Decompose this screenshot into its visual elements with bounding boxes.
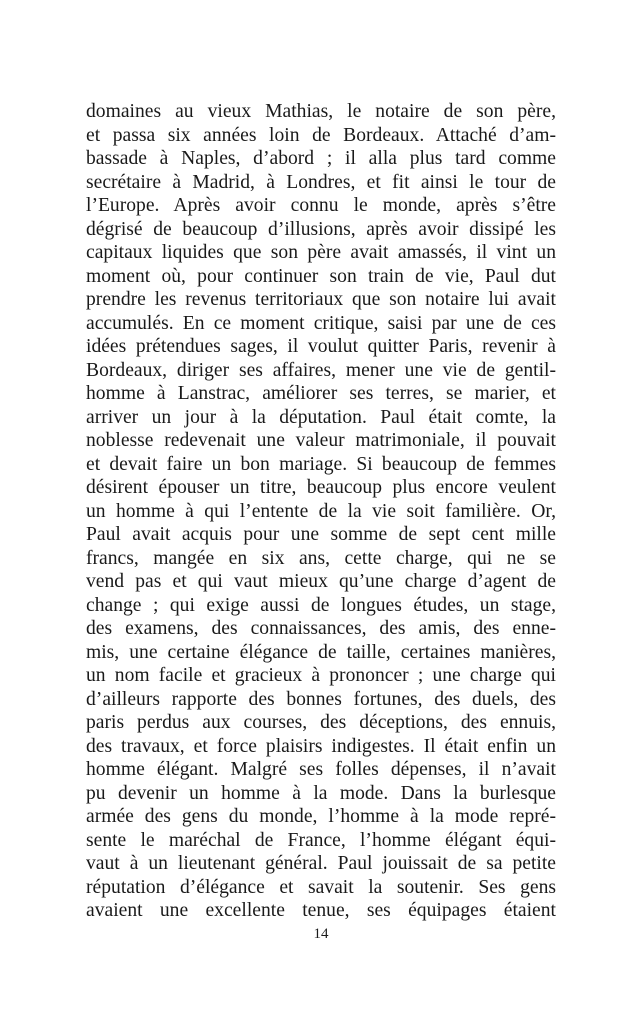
text-line: paris perdus aux courses, des déceptions, des ennuis, [86, 712, 556, 733]
text-line: et devait faire un bon mariage. Si beaucoup de femmes [86, 453, 556, 475]
text-line: moment où, pour continuer son train de vie, Paul dut [86, 265, 556, 287]
text-line: vaut à un lieutenant général. Paul jouissait de sa petite [86, 853, 556, 874]
text-line: sente le maréchal de France, l’homme élégant équi- [86, 829, 556, 851]
text-line: arriver un jour à la députation. Paul était comte, la [86, 406, 556, 428]
text-line: capitaux liquides que son père avait amassés, il vint un [86, 242, 556, 263]
text-line: un homme à qui l’entente de la vie soit familière. Or, [86, 500, 556, 522]
text-line: désirent épouser un titre, beaucoup plus encore veulent [86, 477, 556, 498]
text-line: réputation d’élégance et savait la soutenir. Ses gens [86, 876, 556, 898]
text-line: des examens, des connaissances, des amis, des enne- [86, 618, 556, 639]
text-line: secrétaire à Madrid, à Londres, et fit ainsi le tour de [86, 171, 556, 193]
text-line: pu devenir un homme à la mode. Dans la burlesque [86, 782, 556, 804]
page-number: 14 [313, 926, 329, 942]
text-line: Bordeaux, diriger ses affaires, mener une vie de gentil- [86, 359, 556, 381]
text-line: idées prétendues sages, il voulut quitter Paris, revenir à [86, 336, 556, 357]
text-line: domaines au vieux Mathias, le notaire de son père, [86, 101, 556, 122]
text-line: prendre les revenus territoriaux que son notaire lui avait [86, 289, 556, 310]
text-line: Paul avait acquis pour une somme de sept cent mille [86, 524, 556, 545]
text-line: un nom facile et gracieux à prononcer ; une charge qui [86, 665, 556, 686]
text-line: dégrisé de beaucoup d’illusions, après avoir dissipé les [86, 218, 556, 240]
text-line: avaient une excellente tenue, ses équipages étaient [86, 900, 556, 921]
text-line: des travaux, et force plaisirs indigestes. Il était enfin un [86, 735, 556, 757]
text-line: bassade à Naples, d’abord ; il alla plus tard comme [86, 148, 556, 169]
text-line: l’Europe. Après avoir connu le monde, après s’être [86, 195, 556, 216]
body-text [86, 100, 556, 923]
text-line: armée des gens du monde, l’homme à la mode repré- [86, 806, 556, 827]
text-line: homme à Lanstrac, améliorer ses terres, se marier, et [86, 383, 556, 404]
text-line: d’ailleurs rapporte des bonnes fortunes, des duels, des [86, 688, 556, 710]
text-line: et passa six années loin de Bordeaux. Attaché d’am- [86, 124, 556, 146]
text-line: homme élégant. Malgré ses folles dépenses, il n’avait [86, 759, 556, 780]
text-line: noblesse redevenait une valeur matrimoniale, il pouvait [86, 430, 556, 451]
text-line: francs, mangée en six ans, cette charge, qui ne se [86, 547, 556, 569]
text-line: accumulés. En ce moment critique, saisi par une de ces [86, 312, 556, 334]
text-line: change ; qui exige aussi de longues études, un stage, [86, 594, 556, 616]
text-line: mis, une certaine élégance de taille, certaines manières, [86, 641, 556, 663]
text-line: vend pas et qui vaut mieux qu’une charge d’agent de [86, 571, 556, 592]
